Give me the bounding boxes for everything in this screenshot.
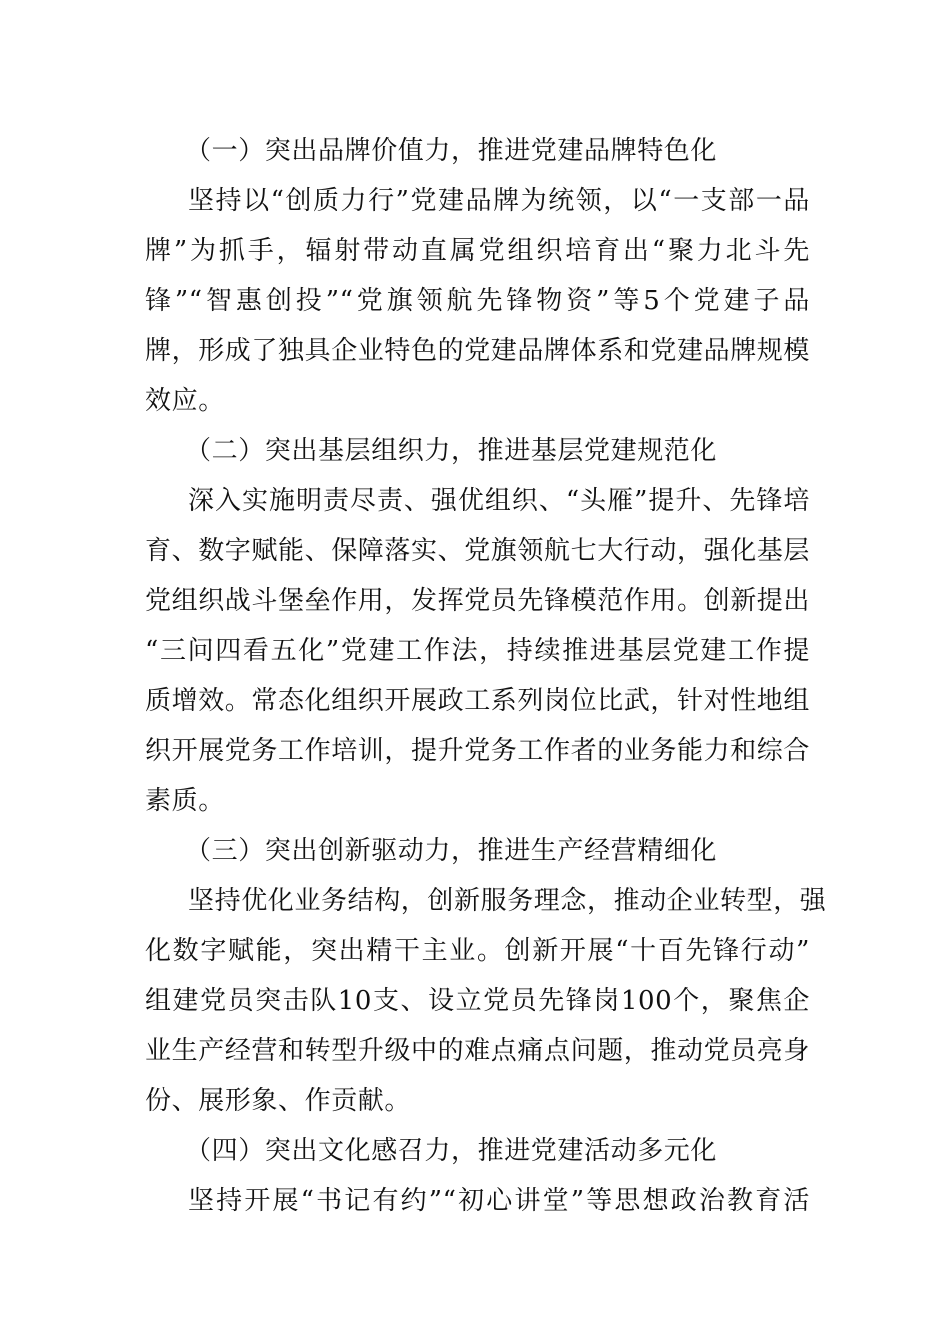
paragraph-line: 份、展形象、作贡献。 [145,1086,412,1116]
paragraph-line: 锋”“智惠创投”“党旗领航先锋物资”等5个党建子品 [145,286,810,316]
paragraph-line: 组建党员突击队10支、设立党员先锋岗100个，聚焦企 [145,986,810,1016]
paragraph-line: 育、数字赋能、保障落实、党旗领航七大行动，强化基层 [145,536,811,566]
paragraph-line: 深入实施明责尽责、强优组织、“头雁”提升、先锋培 [188,486,810,516]
paragraph-line: 化数字赋能，突出精干主业。创新开展“十百先锋行动” [145,936,810,966]
section-heading-3: （三）突出创新驱动力，推进生产经营精细化 [185,836,718,866]
section-heading-1: （一）突出品牌价值力，推进党建品牌特色化 [185,136,718,166]
paragraph-line: 坚持优化业务结构，创新服务理念，推动企业转型，强 [188,886,827,916]
paragraph-line: 牌”为抓手，辐射带动直属党组织培育出“聚力北斗先 [145,236,810,266]
paragraph-line: 织开展党务工作培训，提升党务工作者的业务能力和综合 [145,736,811,766]
paragraph-line: 牌，形成了独具企业特色的党建品牌体系和党建品牌规模 [145,336,811,366]
paragraph-line: 素质。 [145,786,225,816]
paragraph-line: 坚持以“创质力行”党建品牌为统领，以“一支部一品 [188,186,810,216]
paragraph-line: 党组织战斗堡垒作用，发挥党员先锋模范作用。创新提出 [145,586,811,616]
paragraph-line: “三问四看五化”党建工作法，持续推进基层党建工作提 [145,636,810,666]
paragraph-line: 业生产经营和转型升级中的难点痛点问题，推动党员亮身 [145,1036,811,1066]
section-heading-2: （二）突出基层组织力，推进基层党建规范化 [185,436,718,466]
paragraph-line: 效应。 [145,386,225,416]
section-heading-4: （四）突出文化感召力，推进党建活动多元化 [185,1136,718,1166]
paragraph-line: 坚持开展“书记有约”“初心讲堂”等思想政治教育活 [188,1186,810,1216]
paragraph-line: 质增效。常态化组织开展政工系列岗位比武，针对性地组 [145,686,811,716]
